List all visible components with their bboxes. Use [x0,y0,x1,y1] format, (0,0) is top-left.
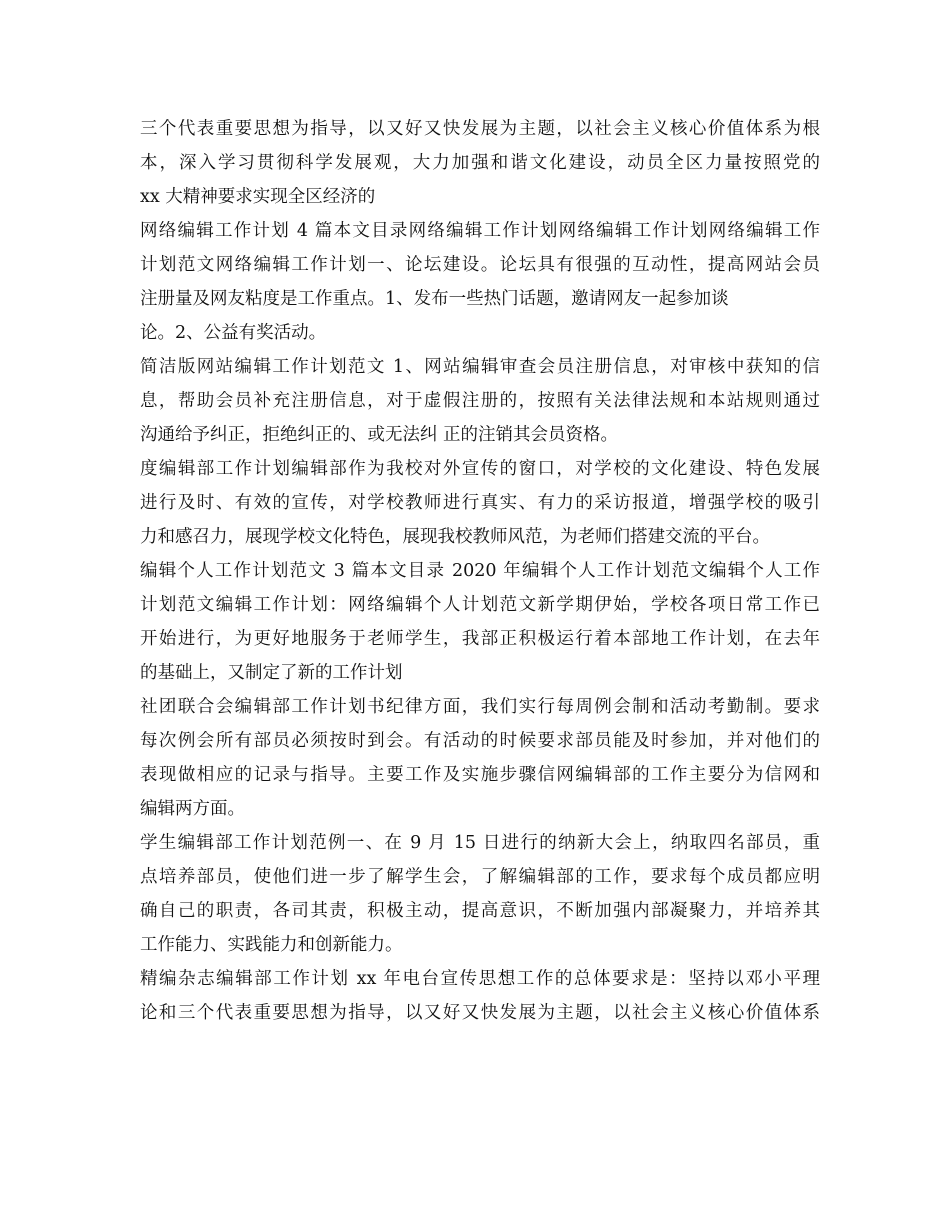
paragraph [140,350,820,452]
paragraph [140,554,820,690]
text-line: 计划范文编辑工作计划：网络编辑个人计划范文新学期伊始，学校各项日常工作已 [140,595,820,615]
text-line: 力和感召力，展现学校文化特色，展现我校教师风范，为老师们搭建交流的平台。 [140,527,770,547]
text-line: 精编杂志编辑部工作计划 xx 年电台宣传思想工作的总体要求是：坚持以邓小平理 [140,969,820,989]
text-line: 社团联合会编辑部工作计划书纪律方面，我们实行每周例会制和活动考勤制。要求 [140,697,820,717]
text-line: 确自己的职责，各司其责，积极主动，提高意识，不断加强内部凝聚力，并培养其 [140,901,820,921]
paragraph [140,962,820,1030]
text-line: 论。2、公益有奖活动。 [140,323,327,343]
text-line: 点培养部员，使他们进一步了解学生会，了解编辑部的工作，要求每个成员都应明 [140,867,820,887]
text-line: 论和三个代表重要思想为指导，以又好又快发展为主题，以社会主义核心价值体系 [140,1003,820,1023]
paragraph [140,112,820,214]
document-body [140,112,820,1030]
text-line: 表现做相应的记录与指导。主要工作及实施步骤信网编辑部的工作主要分为信网和 [140,765,820,785]
paragraph [140,214,820,350]
text-line: 编辑两方面。 [140,799,245,819]
text-line: 计划范文网络编辑工作计划一、论坛建设。论坛具有很强的互动性，提高网站会员 [140,255,820,275]
text-line: 学生编辑部工作计划范例一、在 9 月 15 日进行的纳新大会上，纳取四名部员，重 [140,833,820,853]
text-line: 进行及时、有效的宣传，对学校教师进行真实、有力的采访报道，增强学校的吸引 [140,493,820,513]
text-line: 本，深入学习贯彻科学发展观，大力加强和谐文化建设，动员全区力量按照党的 [140,153,820,173]
text-line: 注册量及网友粘度是工作重点。1、发布一些热门话题，邀请网友一起参加谈 [140,289,729,309]
paragraph [140,690,820,826]
paragraph [140,452,820,554]
paragraph [140,826,820,962]
text-line: 简洁版网站编辑工作计划范文 1、网站编辑审查会员注册信息，对审核中获知的信 [140,357,820,377]
text-line: 网络编辑工作计划 4 篇本文目录网络编辑工作计划网络编辑工作计划网络编辑工作 [140,221,820,241]
text-line: xx 大精神要求实现全区经济的 [140,187,376,207]
text-line: 每次例会所有部员必须按时到会。有活动的时候要求部员能及时参加，并对他们的 [140,731,820,751]
text-line: 开始进行，为更好地服务于老师学生，我部正积极运行着本部地工作计划，在去年 [140,629,820,649]
text-line: 三个代表重要思想为指导，以又好又快发展为主题，以社会主义核心价值体系为根 [140,119,820,139]
text-line: 息，帮助会员补充注册信息，对于虚假注册的，按照有关法律法规和本站规则通过 [140,391,820,411]
text-line: 工作能力、实践能力和创新能力。 [140,935,403,955]
text-line: 的基础上，又制定了新的工作计划 [140,663,403,683]
text-line: 度编辑部工作计划编辑部作为我校对外宣传的窗口，对学校的文化建设、特色发展 [140,459,820,479]
text-line: 编辑个人工作计划范文 3 篇本文目录 2020 年编辑个人工作计划范文编辑个人工作 [140,561,820,581]
text-line: 沟通给予纠正，拒绝纠正的、或无法纠 正的注销其会员资格。 [140,425,619,445]
